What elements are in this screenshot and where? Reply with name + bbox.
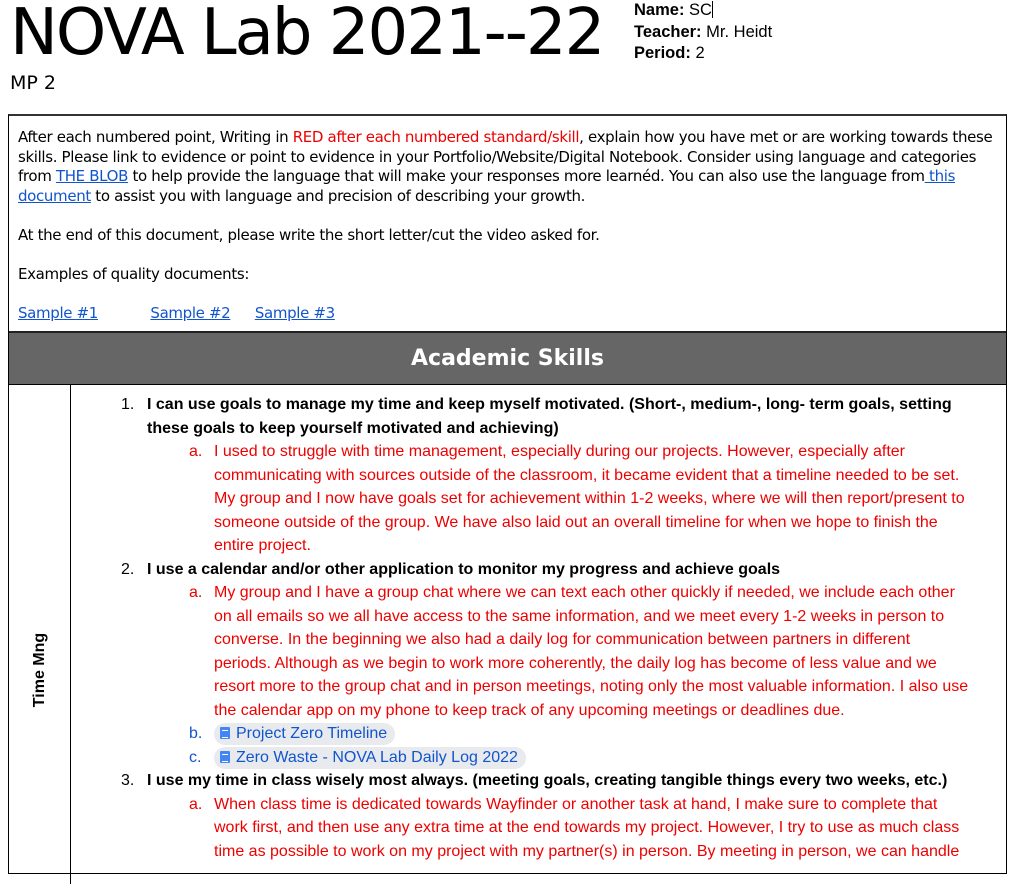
item-number: 2. [121, 560, 135, 578]
category-label: Time Mng [31, 632, 48, 708]
response-line: on all emails so we all have access to the same information, and we meet every 1-2 weeks in person to [214, 607, 945, 625]
name-field[interactable]: SC [689, 1, 712, 19]
red-text: RED after each numbered standard/skill [292, 128, 580, 146]
skill-item [71, 393, 1006, 440]
response-item [71, 581, 1006, 722]
skill-statement [147, 769, 1006, 793]
sub-number: a. [189, 443, 203, 460]
instructions-cell [9, 116, 1006, 331]
document-title: NOVA Lab 2021--22 [10, 0, 604, 70]
response-line: My group and I now have goals set for achievement within 1-2 weeks, where we will then report/present to [214, 490, 965, 507]
sub-number: c. [189, 748, 202, 766]
the-blob-link[interactable]: THE BLOB [55, 167, 129, 185]
teacher-value: Mr. Heidt [706, 22, 773, 41]
response-line: work first, and then use any extra time at the end towards my project. However, I try to use as much class [214, 819, 960, 836]
text: After each numbered point, Writing in [18, 128, 293, 146]
skill-line: I use my time in class wisely most always. (meeting goals, creating tangible things every two weeks, etc.) [147, 772, 948, 789]
text: , explain how you have met or are working towards these skills. Please link to evidence or point to evidence in your Portfolio/Website/Digital Notebook. Consider using language and categories from [18, 128, 993, 185]
linked-file-item [71, 722, 1006, 746]
file-chip-label: Zero Waste - NOVA Lab Daily Log 2022 [236, 748, 518, 766]
response-line: communicating with sources outside of the classroom, it became evident that a timeline needed to be set. [214, 466, 960, 484]
text: to help provide the language that will make your responses more learnéd. You can also use the language from [128, 167, 925, 185]
skill-line: these goals to keep yourself motivated and achieving) [147, 419, 559, 437]
text: to assist you with language and precision of describing your growth. [90, 186, 586, 205]
skill-statement [147, 558, 1006, 582]
response-line: time as possible to work on my project with my partner(s) in person. By meeting in person, we can handle [214, 842, 960, 860]
skill-statement [147, 393, 1006, 440]
skills-table [8, 114, 1007, 874]
doc-icon [220, 727, 230, 739]
this-document-link[interactable]: this document [18, 167, 956, 205]
response-line: converse. In the beginning we also had a daily log for communication between partners in different [214, 631, 911, 648]
sub-number: a. [189, 795, 203, 813]
sample-1-link[interactable]: Sample #1 [18, 303, 98, 322]
response-line: resort more to the group chat and in person meetings, noting only the most valuable information. I also use [214, 678, 969, 695]
file-chip[interactable] [214, 747, 526, 769]
sub-number: b. [189, 725, 203, 742]
file-chip[interactable] [214, 723, 395, 745]
category-cell [9, 385, 71, 884]
response-line: the calendar app on my phone to keep track of any upcoming meetings or deadlines due. [214, 701, 845, 719]
response-line: someone outside of the group. We have also laid out an overall timeline for when we hope to finish the [214, 513, 938, 531]
sample-2-link[interactable]: Sample #2 [150, 303, 231, 322]
period-label: Period: [634, 44, 691, 62]
marking-period: MP 2 [10, 72, 56, 94]
end-note: At the end of this document, please write the short letter/cut the video asked for. [18, 225, 600, 244]
skill-item [71, 558, 1006, 582]
response-line: entire project. [214, 537, 311, 554]
response-line: periods. Although as we begin to work more coherently, the daily log has become of less value and we [214, 654, 937, 672]
student-info [634, 0, 772, 65]
response-item [71, 793, 1006, 864]
skills-content [71, 393, 1006, 863]
file-chip-label: Project Zero Timeline [236, 725, 388, 742]
response-line: My group and I have a group chat where we can text each other quickly if needed, we include each other [214, 584, 955, 601]
examples-label: Examples of quality documents: [18, 264, 250, 283]
item-number: 1. [121, 396, 135, 413]
response-line: When class time is dedicated towards Wayfinder or another task at hand, I make sure to complete that [214, 795, 938, 813]
name-label: Name: [634, 1, 685, 19]
teacher-label: Teacher: [634, 22, 702, 41]
sample-links [18, 304, 997, 324]
skill-line: I can use goals to manage my time and keep myself motivated. (Short-, medium-, long- term goals, setting [147, 396, 952, 413]
response-item [71, 440, 1006, 558]
period-value: 2 [695, 44, 705, 62]
skill-item [71, 769, 1006, 793]
text-cursor [712, 1, 713, 18]
response-line: I used to struggle with time management, especially during our projects. However, especially after [214, 443, 906, 460]
section-header: Academic Skills [9, 331, 1006, 384]
sample-3-link[interactable]: Sample #3 [254, 303, 335, 322]
linked-file-item [71, 746, 1006, 770]
sub-number: a. [189, 584, 203, 601]
doc-icon [220, 751, 230, 763]
item-number: 3. [121, 772, 135, 789]
instructions-paragraph [18, 128, 997, 206]
skill-line: I use a calendar and/or other application to monitor my progress and achieve goals [147, 560, 781, 578]
time-management-row [9, 384, 1006, 884]
